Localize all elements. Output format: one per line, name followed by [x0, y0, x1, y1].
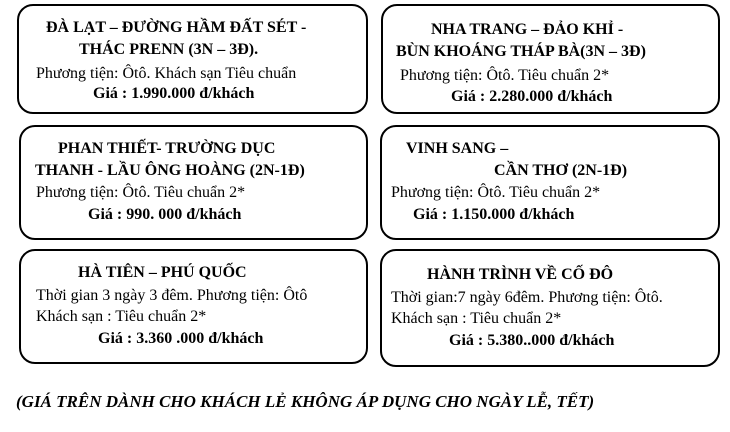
tour-price: Giá : 1.990.000 đ/khách — [93, 85, 255, 102]
tour-card-vinh-sang[interactable] — [380, 125, 720, 240]
tour-price: Giá : 1.150.000 đ/khách — [413, 206, 575, 223]
tour-title-line-1: NHA TRANG – ĐẢO KHỈ - — [431, 21, 624, 38]
tour-price: Giá : 3.360 .000 đ/khách — [98, 330, 264, 347]
tour-detail: Thời gian 3 ngày 3 đêm. Phương tiện: Ôtô — [36, 287, 308, 304]
tour-detail: Phương tiện: Ôtô. Tiêu chuẩn 2* — [391, 184, 601, 201]
tour-title-line-2: BÙN KHOÁNG THÁP BÀ(3N – 3Đ) — [396, 43, 646, 60]
tour-card-da-lat[interactable] — [17, 4, 368, 114]
tour-title-line-1: ĐÀ LẠT – ĐƯỜNG HẦM ĐẤT SÉT - — [46, 19, 307, 36]
tour-card-co-do[interactable] — [380, 249, 720, 367]
tour-detail: Phương tiện: Ôtô. Tiêu chuẩn 2* — [36, 184, 246, 201]
tour-title-line-2: CẦN THƠ (2N-1Đ) — [494, 162, 628, 179]
tour-detail: Thời gian:7 ngày 6đêm. Phương tiện: Ôtô. — [391, 289, 663, 306]
tour-detail: Khách sạn : Tiêu chuẩn 2* — [391, 310, 562, 327]
tour-title-line-2: THÁC PRENN (3N – 3Đ). — [79, 41, 259, 58]
tour-price: Giá : 2.280.000 đ/khách — [451, 88, 613, 105]
tour-title-line-1: HÀNH TRÌNH VỀ CỐ ĐÔ — [427, 266, 614, 283]
tour-price: Giá : 990. 000 đ/khách — [88, 206, 242, 223]
tour-title-line-1: HÀ TIÊN – PHÚ QUỐC — [78, 264, 247, 281]
tour-title-line-1: VINH SANG – — [406, 140, 509, 157]
tour-card-phan-thiet[interactable] — [19, 125, 368, 240]
tour-detail: Khách sạn : Tiêu chuẩn 2* — [36, 308, 207, 325]
tour-card-nha-trang[interactable] — [381, 4, 720, 114]
tour-title-line-2: THANH - LẦU ÔNG HOÀNG (2N-1Đ) — [35, 162, 305, 179]
tour-card-ha-tien[interactable] — [19, 249, 368, 364]
tour-detail: Phương tiện: Ôtô. Tiêu chuẩn 2* — [400, 67, 610, 84]
price-footnote: (GIÁ TRÊN DÀNH CHO KHÁCH LẺ KHÔNG ÁP DỤNG CHO NGÀY LỄ, TẾT) — [16, 392, 595, 411]
tour-detail: Phương tiện: Ôtô. Khách sạn Tiêu chuẩn — [36, 65, 297, 82]
tour-title-line-1: PHAN THIẾT- TRƯỜNG DỤC — [58, 140, 276, 157]
tour-price: Giá : 5.380..000 đ/khách — [449, 332, 615, 349]
